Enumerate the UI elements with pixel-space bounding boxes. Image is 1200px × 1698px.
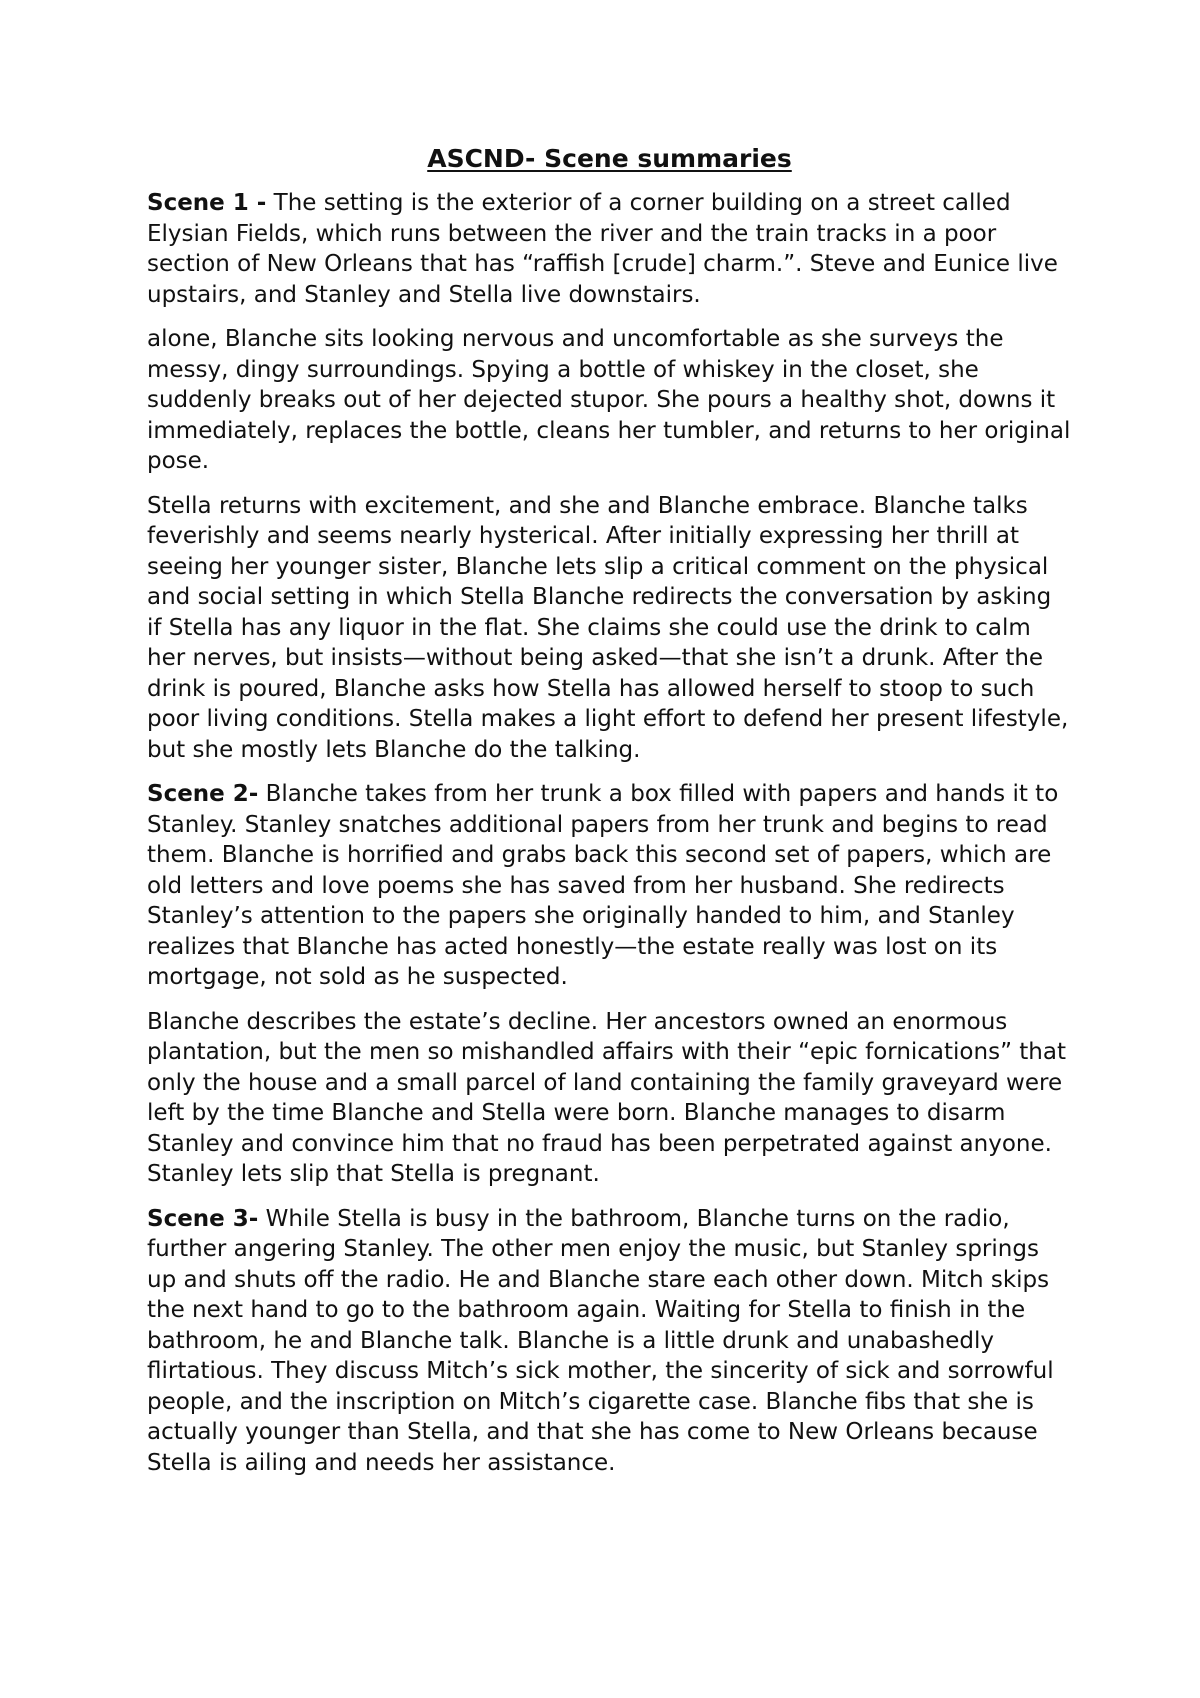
scene-1-label: Scene 1 - bbox=[147, 190, 267, 216]
paragraph-scene-1-blanche-alone bbox=[147, 324, 1072, 477]
paragraph-text: While Stella is busy in the bathroom, Blanche turns on the radio, further angering Stanley. The other men enjoy the music, but Stanley springs up and shuts off the radio. He and Blanche stare each other down. Mitch skips the next hand to go to the bathroom again. Waiting for Stella to finish in the bathroom, he and Blanche talk. Blanche is a little drunk and unabashedly flirtatious. They discuss Mitch’s sick mother, the sincerity of sick and sorrowful people, and the inscription on Mitch’s cigarette case. Blanche fibs that she is actually younger than Stella, and that she has come to New Orleans because Stella is ailing and needs her assistance. bbox=[147, 1205, 1054, 1476]
paragraph-text: The setting is the exterior of a corner building on a street called Elysian Fields, which runs between the river and the train tracks in a poor section of New Orleans that has “raffish [crude] charm.”. Steve and Eunice live upstairs, and Stanley and Stella live downstairs. bbox=[147, 190, 1058, 308]
scene-3-label: Scene 3- bbox=[147, 1205, 259, 1232]
paragraph-text: Stella returns with excitement, and she and Blanche embrace. Blanche talks feverishly and seems nearly hysterical. After initially expressing her thrill at seeing her younger sister, Blanche lets slip a critical comment on the physical and social setting in which Stella Blanche redirects the conversation by asking if Stella has any liquor in the flat. She claims she could use the drink to calm her nerves, but insists—without being asked—that she isn’t a drunk. After the drink is poured, Blanche asks how Stella has allowed herself to stoop to such poor living conditions. Stella makes a light effort to defend her present lifestyle, but she mostly lets Blanche do the talking. bbox=[147, 492, 1069, 763]
paragraph-scene-1 bbox=[147, 188, 1072, 310]
paragraph-text: alone, Blanche sits looking nervous and uncomfortable as she surveys the messy, dingy surroundings. Spying a bottle of whiskey in the closet, she suddenly breaks out of her dejected stupor. She pours a healthy shot, downs it immediately, replaces the bottle, cleans her tumbler, and returns to her original pose. bbox=[147, 326, 1071, 474]
paragraph-scene-2 bbox=[147, 779, 1072, 993]
paragraph-scene-2-estate-decline bbox=[147, 1007, 1072, 1190]
document-title: ASCND- Scene summaries bbox=[427, 144, 792, 173]
scene-2-label: Scene 2- bbox=[147, 781, 259, 807]
document-body bbox=[147, 142, 1072, 1492]
paragraph-scene-1-stella-returns bbox=[147, 491, 1072, 766]
paragraph-scene-3 bbox=[147, 1204, 1072, 1479]
paragraph-text: Blanche takes from her trunk a box filled with papers and hands it to Stanley. Stanley snatches additional papers from her trunk and begins to read them. Blanche is horrified and grabs back this second set of papers, which are old letters and love poems she has saved from her husband. She redirects Stanley’s attention to the papers she originally handed to him, and Stanley realizes that Blanche has acted honestly—the estate really was lost on its mortgage, not sold as he suspected. bbox=[147, 781, 1059, 990]
paragraph-text: Blanche describes the estate’s decline. Her ancestors owned an enormous plantation, but the men so mishandled affairs with their “epic fornications” that only the house and a small parcel of land containing the family graveyard were left by the time Blanche and Stella were born. Blanche manages to disarm Stanley and convince him that no fraud has been perpetrated against anyone. Stanley lets slip that Stella is pregnant. bbox=[147, 1008, 1067, 1187]
